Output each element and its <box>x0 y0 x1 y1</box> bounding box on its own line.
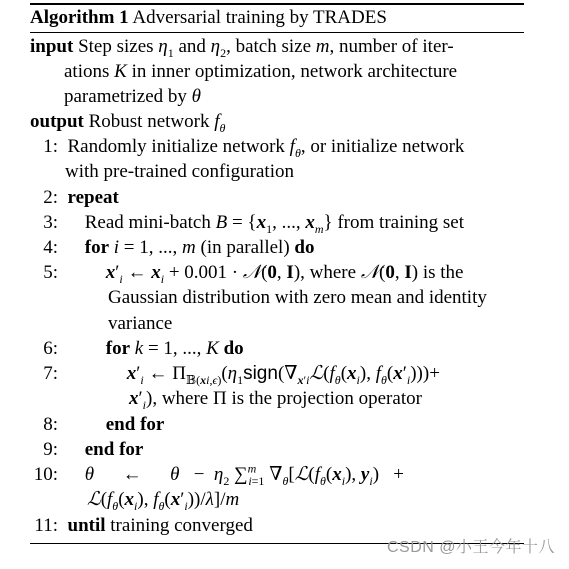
step-5: 5: $x'_i$ ← $x_i + 0.001$ · 𝒩(0, I), where 𝒩(0, I) is the <box>43 262 464 286</box>
step-9: 9: end for <box>43 439 144 460</box>
step-7-cont: $x'_i$), where Π is the projection operator <box>129 388 422 412</box>
step-5-cont-2: variance <box>108 313 173 334</box>
until-keyword: until <box>67 515 106 536</box>
output-line: output Robust network $f_\theta$ <box>30 111 226 135</box>
input-keyword: input <box>30 36 74 57</box>
step-5-cont-1: Gaussian distribution with zero mean and identity <box>108 287 487 308</box>
title-rule <box>30 32 524 33</box>
end-for-keyword-2: end for <box>84 439 144 460</box>
step-2: 2: repeat <box>43 187 119 208</box>
step-8: 8: end for <box>43 414 165 435</box>
step-10: 10: θ ← $\theta - \eta_2$ ∑$^m_{i=1}$ $\nabla_\theta[ℒ(f_\theta(x_i)$, $y_i$) + <box>33 461 404 488</box>
step-1-cont: with pre-trained configuration <box>65 161 294 182</box>
output-keyword: output <box>30 111 84 132</box>
input-line-3: parametrized by θ <box>64 86 201 107</box>
step-10-cont: $ℒ(f_\theta(x_i)$, $f_\theta(x'_i))/\lambda]/m$ <box>87 489 240 513</box>
repeat-keyword: repeat <box>67 187 119 208</box>
step-6: 6: for k = 1, ..., K do <box>43 338 244 359</box>
algorithm-title <box>30 5 387 30</box>
step-7: 7: $x'_i$ ← $\Pi_{𝔹(xi,\epsilon)}(\eta_1sign(\nabla_{x'i}ℒ(f_\theta(x_i)$, $f_\theta(x'_i)))+$ <box>43 363 440 387</box>
csdn-watermark: CSDN @小王今年十八 <box>386 539 555 556</box>
algorithm-label: Algorithm 1 <box>30 7 129 28</box>
input-line-1: input Step sizes $\eta_1$ and $\eta_2$, batch size m, number of iter- <box>30 36 454 60</box>
input-line-2: ations K in inner optimization, network architecture <box>64 61 458 82</box>
step-11: 11: until training converged <box>34 515 253 536</box>
step-1: 1: Randomly initialize network $f_\theta$, or initialize network <box>43 136 465 160</box>
step-3: 3: Read mini-batch $B = \{x_1$, ..., $x_m$} from training set <box>43 212 464 236</box>
algorithm-name: Adversarial training by TRADES <box>132 7 387 28</box>
end-for-keyword: end for <box>105 414 165 435</box>
step-4: 4: for i = 1, ..., m (in parallel) do <box>43 237 315 258</box>
